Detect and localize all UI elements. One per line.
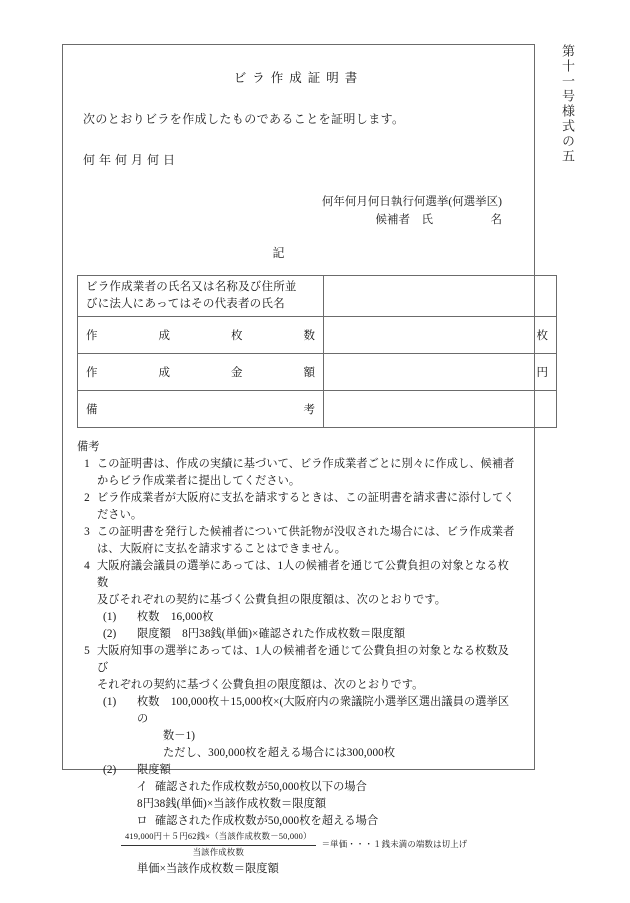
table-row — [78, 275, 557, 316]
amount-label-char-4: 額 — [303, 366, 315, 379]
note-5-sub-1-continuation: 数－1) — [163, 729, 196, 742]
amount-label-char-1: 作 — [86, 366, 98, 379]
note-item-1 — [77, 456, 520, 490]
election-line: 何年何月何日執行何選挙(何選挙区) — [321, 196, 502, 208]
table-row — [78, 316, 557, 353]
note-number-4: 4 — [84, 559, 90, 572]
entry-table — [77, 275, 557, 428]
note-3-line-2: は、大阪府に支払を請求することはできません。 — [97, 542, 346, 555]
notes-section — [77, 439, 520, 879]
note-item-3 — [77, 524, 520, 558]
election-info-block — [77, 194, 520, 230]
sheet-count-unit: 枚 — [536, 329, 548, 342]
note-5-sub-2-number: (2) — [103, 763, 117, 776]
note-3-line-1: この証明書を発行した候補者について供託物が没収された場合には、ビラ作成業者 — [97, 525, 515, 538]
note-number-5: 5 — [84, 644, 90, 657]
note-1-line-2: からビラ作成業者に提出してください。 — [97, 474, 301, 487]
amount-label — [78, 353, 324, 390]
note-5-sub-1-text: 枚数 100,000枚＋15,000枚×(大阪府内の衆議院小選挙区選出議員の選挙区の — [137, 695, 510, 725]
sheet-count-label-char-1: 作 — [86, 329, 98, 342]
producer-name-value[interactable] — [324, 275, 557, 316]
note-4-sub-1-number: (1) — [103, 610, 117, 623]
producer-name-label-line2: びに法人にあってはその代表者の氏名 — [86, 297, 285, 310]
fraction — [121, 831, 316, 859]
note-1-line-1: この証明書は、作成の実績に基づいて、ビラ作成業者ごとに別々に作成し、候補者 — [97, 457, 515, 470]
note-5-sub-2-label: 限度額 — [137, 763, 171, 776]
table-row — [78, 390, 557, 427]
case-i-row — [129, 779, 520, 796]
note-4-sub-2-text: 限度額 8円38銭(単価)×確認された作成枚数＝限度額 — [137, 627, 406, 640]
final-formula-line: 単価×当該作成枚数＝限度額 — [137, 863, 279, 876]
amount-unit: 円 — [536, 366, 548, 379]
note-item-5 — [77, 643, 520, 694]
sheet-count-label — [78, 316, 324, 353]
note-4-line-2: 及びそれぞれの契約に基づく公費負担の限度額は、次のとおりです。 — [97, 593, 447, 606]
note-2-line-2: ださい。 — [97, 508, 143, 521]
case-ro-fraction-formula — [121, 831, 520, 859]
table-row — [78, 353, 557, 390]
remarks-value[interactable] — [324, 390, 557, 427]
fraction-result-note: ＝単価・・・１銭未満の端数は切上げ — [321, 840, 468, 850]
note-4-sub-2 — [103, 626, 520, 643]
amount-label-char-2: 成 — [158, 366, 170, 379]
sheet-count-label-char-2: 成 — [158, 329, 170, 342]
case-i-condition: 確認された作成枚数が50,000枚以下の場合 — [155, 780, 367, 793]
note-number-1: 1 — [84, 457, 90, 470]
note-4-line-1: 大阪府議会議員の選挙にあっては、1人の候補者を通じて公費負担の対象となる枚数 — [97, 559, 509, 589]
case-ro-row — [129, 813, 520, 830]
sheet-count-label-char-4: 数 — [303, 329, 315, 342]
producer-name-label-line1: ビラ作成業者の氏名又は名称及び住所並 — [86, 280, 297, 293]
ki-mark: 記 — [272, 245, 285, 260]
document-frame — [62, 44, 548, 876]
candidate-name-line: 候補者 氏 名 — [375, 213, 502, 226]
case-ro-condition: 確認された作成枚数が50,000枚を超える場合 — [155, 814, 379, 827]
note-5-sub-1-number: (1) — [103, 695, 117, 708]
note-5-sub-1 — [103, 694, 520, 728]
case-ro-marker: ロ — [136, 814, 148, 827]
note-4-sub-1 — [103, 609, 520, 626]
producer-name-label — [78, 275, 324, 316]
form-number-label: 第十一号様式の五 — [560, 44, 575, 164]
fraction-numerator: 419,000円＋５円62銭×（当該作成枚数－50,000） — [125, 831, 312, 841]
note-5-line-2: それぞれの契約に基づく公費負担の限度額は、次のとおりです。 — [97, 678, 424, 691]
date-line: 何年何月何日 — [83, 153, 180, 167]
case-i-marker: イ — [136, 780, 148, 793]
remarks-label-char-2: 考 — [303, 403, 315, 416]
sheet-count-value[interactable] — [324, 316, 557, 353]
fraction-denominator: 当該作成枚数 — [192, 847, 245, 857]
note-5-sub-2 — [103, 762, 520, 779]
note-4-sub-1-text: 枚数 16,000枚 — [137, 610, 214, 623]
certification-statement: 次のとおりビラを作成したものであることを証明します。 — [83, 112, 405, 126]
note-2-line-1: ビラ作成業者が大阪府に支払を請求するときは、この証明書を請求書に添付してく — [97, 491, 515, 504]
page-title: ビラ作成証明書 — [233, 71, 364, 85]
note-number-2: 2 — [84, 491, 90, 504]
note-number-3: 3 — [84, 525, 90, 538]
note-5-line-1: 大阪府知事の選挙にあっては、1人の候補者を通じて公費負担の対象となる枚数及び — [97, 644, 509, 674]
case-i-formula: 8円38銭(単価)×当該作成枚数＝限度額 — [137, 797, 327, 810]
note-item-2 — [77, 490, 520, 524]
note-4-sub-2-number: (2) — [103, 627, 117, 640]
note-item-4 — [77, 558, 520, 609]
sheet-count-label-char-3: 枚 — [231, 329, 243, 342]
notes-heading: 備考 — [77, 440, 100, 453]
remarks-label-char-1: 備 — [86, 403, 98, 416]
amount-value[interactable] — [324, 353, 557, 390]
remarks-label — [78, 390, 324, 427]
note-5-proviso: ただし、300,000枚を超える場合には300,000枚 — [163, 746, 396, 759]
amount-label-char-3: 金 — [231, 366, 243, 379]
